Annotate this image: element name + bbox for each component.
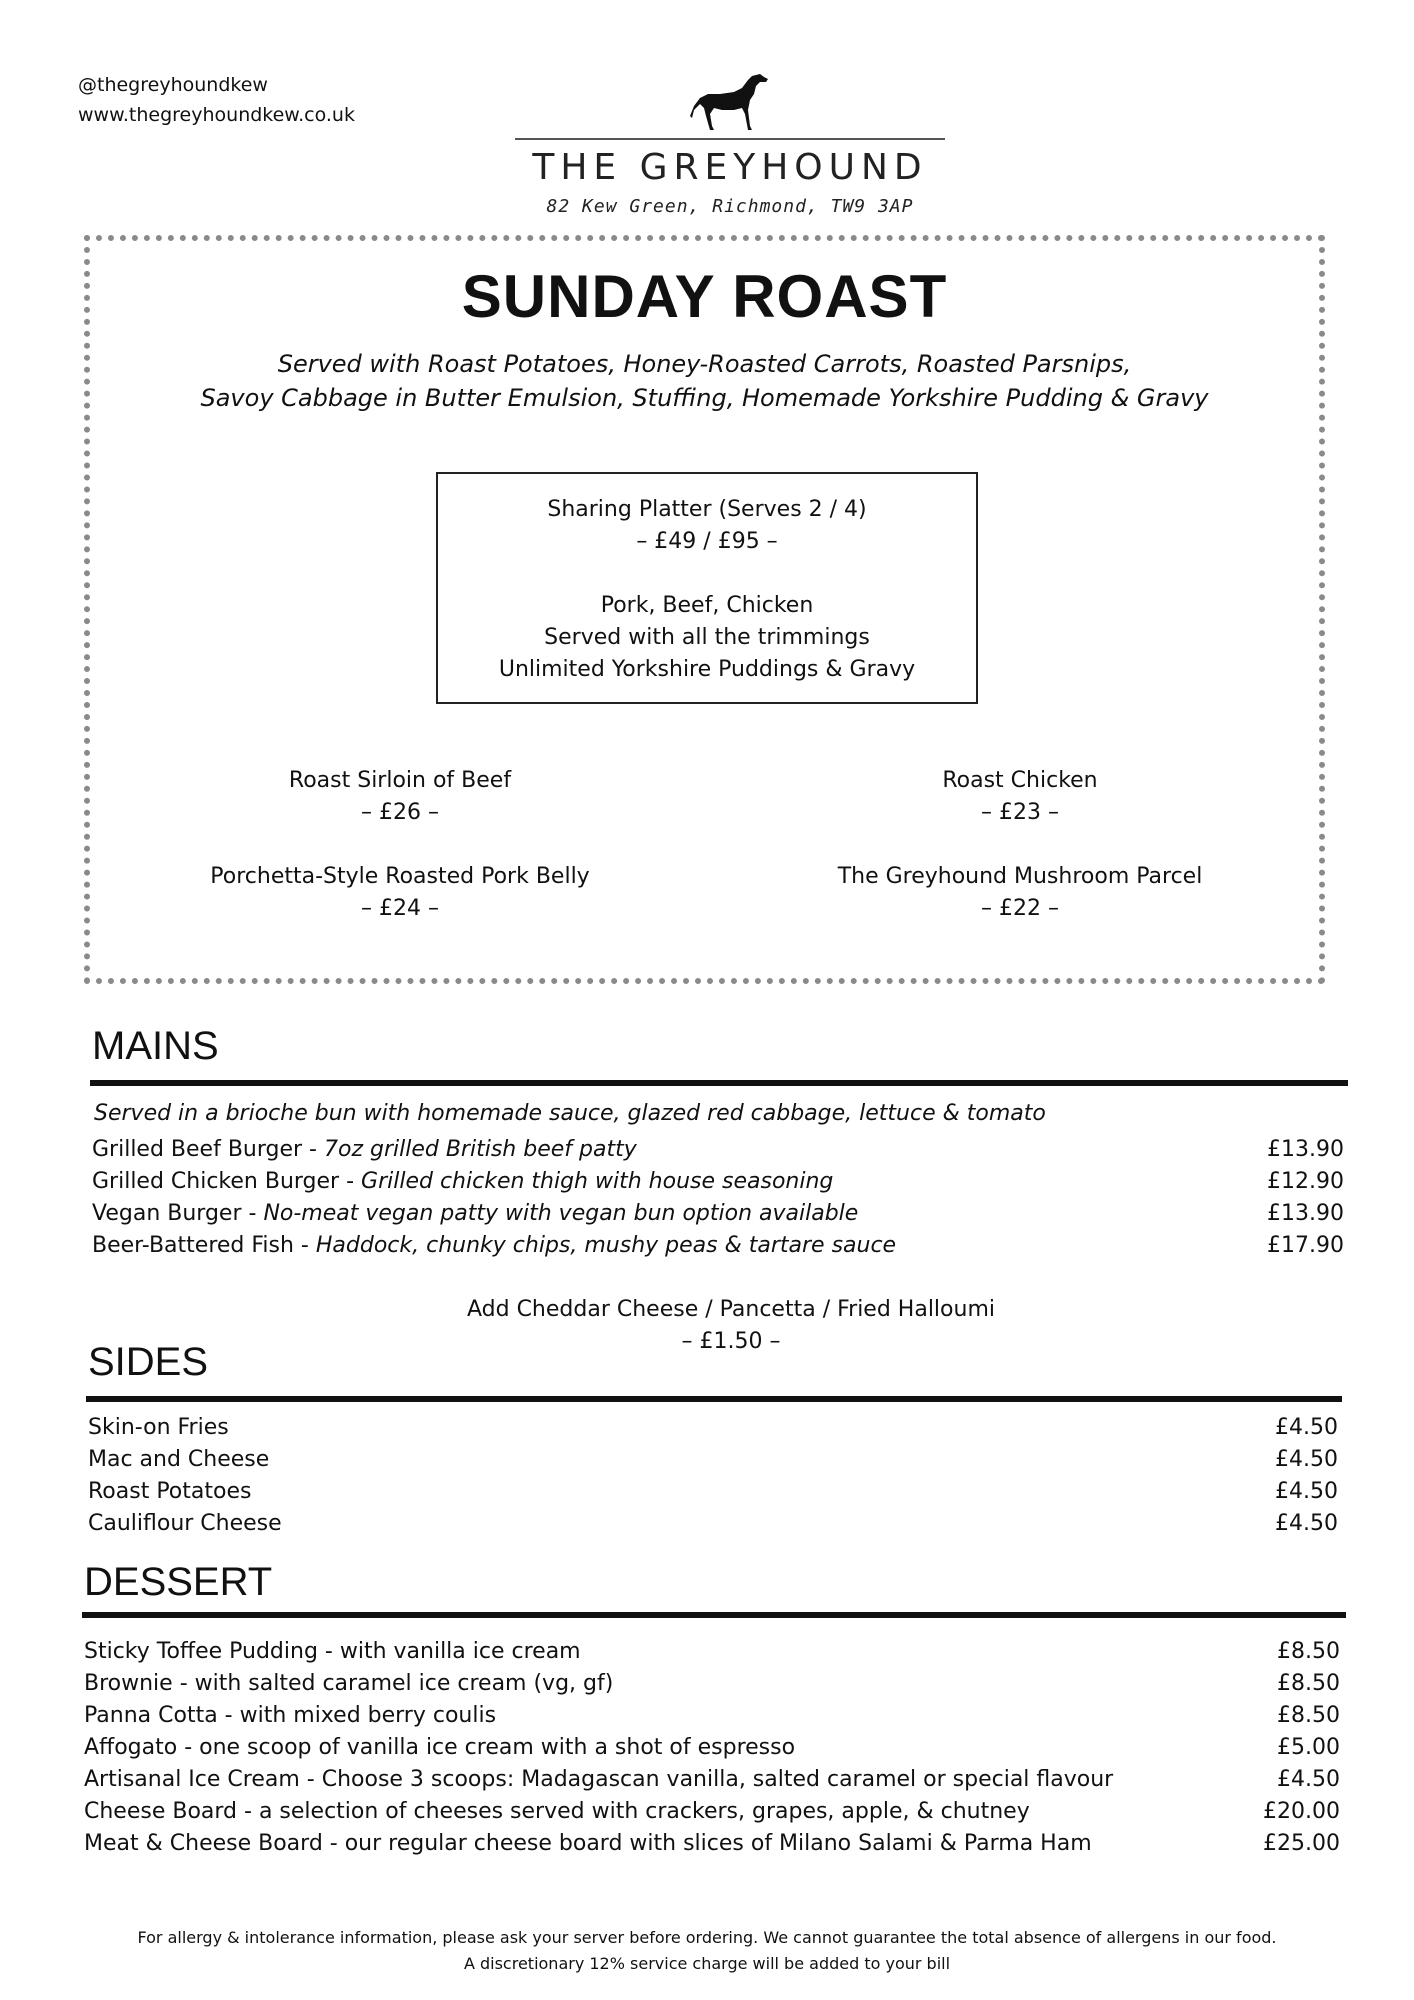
menu-item bbox=[84, 1732, 1340, 1764]
roast-item-price: – £26 – bbox=[361, 800, 439, 825]
sunday-roast-subtitle bbox=[84, 347, 1325, 415]
item-name: Skin-on Fries bbox=[88, 1415, 229, 1440]
menu-item bbox=[84, 1636, 1340, 1668]
sharing-platter bbox=[436, 472, 978, 704]
menu-item bbox=[92, 1134, 1344, 1166]
item-name: Sticky Toffee Pudding - with vanilla ice cream bbox=[84, 1639, 581, 1664]
item-name: Brownie - with salted caramel ice cream (vg, gf) bbox=[84, 1671, 614, 1696]
item-name: Affogato - one scoop of vanilla ice cream with a shot of espresso bbox=[84, 1735, 796, 1760]
mains-title: MAINS bbox=[92, 1024, 219, 1068]
item-name: Mac and Cheese bbox=[88, 1447, 270, 1472]
roast-item-name: Roast Chicken bbox=[942, 768, 1098, 793]
menu-item bbox=[84, 1700, 1340, 1732]
subtitle-line: Served with Roast Potatoes, Honey-Roasted Carrots, Roasted Parsnips, bbox=[277, 350, 1132, 378]
menu-item bbox=[84, 1668, 1340, 1700]
addon-price: – £1.50 – bbox=[681, 1329, 781, 1354]
roast-item-price: – £24 – bbox=[361, 896, 439, 921]
item-price: £25.00 bbox=[1263, 1831, 1340, 1856]
item-price: £13.90 bbox=[1267, 1201, 1344, 1226]
menu-item bbox=[88, 1444, 1338, 1476]
mains-list bbox=[92, 1134, 1344, 1262]
roast-item-price: – £23 – bbox=[981, 800, 1059, 825]
item-name: Vegan Burger - bbox=[92, 1201, 264, 1226]
item-name: Grilled Chicken Burger - bbox=[92, 1169, 362, 1194]
roast-item-beef bbox=[150, 765, 650, 829]
website-link[interactable]: www.thegreyhoundkew.co.uk bbox=[78, 104, 355, 126]
platter-line: Served with all the trimmings bbox=[544, 625, 870, 650]
item-price: £4.50 bbox=[1275, 1415, 1338, 1440]
menu-item bbox=[84, 1764, 1340, 1796]
roast-item-name: Roast Sirloin of Beef bbox=[288, 768, 512, 793]
platter-line: Pork, Beef, Chicken bbox=[600, 593, 814, 618]
platter-line: Unlimited Yorkshire Puddings & Gravy bbox=[498, 657, 916, 682]
item-description: 7oz grilled British beef patty bbox=[324, 1137, 637, 1162]
roast-item-name: The Greyhound Mushroom Parcel bbox=[837, 864, 1203, 889]
addon-text: Add Cheddar Cheese / Pancetta / Fried Halloumi bbox=[466, 1297, 995, 1322]
logo-divider bbox=[515, 138, 945, 140]
service-charge-notice: A discretionary 12% service charge will be added to your bill bbox=[463, 1954, 951, 1973]
mains-note: Served in a brioche bun with homemade sauce, glazed red cabbage, lettuce & tomato bbox=[94, 1101, 1046, 1126]
item-price: £12.90 bbox=[1267, 1169, 1344, 1194]
menu-item bbox=[88, 1476, 1338, 1508]
item-name: Grilled Beef Burger - bbox=[92, 1137, 324, 1162]
menu-item bbox=[92, 1198, 1344, 1230]
item-price: £4.50 bbox=[1277, 1767, 1340, 1792]
roast-item-chicken bbox=[770, 765, 1270, 829]
item-price: £8.50 bbox=[1277, 1671, 1340, 1696]
mains-divider bbox=[90, 1080, 1348, 1086]
roast-item-name: Porchetta-Style Roasted Pork Belly bbox=[210, 864, 590, 889]
item-description: No-meat vegan patty with vegan bun option available bbox=[263, 1201, 859, 1226]
allergy-notice: For allergy & intolerance information, please ask your server before ordering. We cannot guarantee the total absence of allergens in our food. bbox=[137, 1928, 1277, 1947]
social-info bbox=[78, 70, 355, 130]
menu-item bbox=[92, 1230, 1344, 1262]
menu-item bbox=[88, 1508, 1338, 1540]
dessert-divider bbox=[82, 1612, 1346, 1618]
instagram-handle: @thegreyhoundkew bbox=[78, 74, 268, 96]
item-name: Roast Potatoes bbox=[88, 1479, 252, 1504]
menu-item bbox=[88, 1412, 1338, 1444]
logo bbox=[515, 70, 945, 217]
sides-list bbox=[88, 1412, 1338, 1540]
dessert-title: DESSERT bbox=[84, 1560, 273, 1604]
item-price: £4.50 bbox=[1275, 1447, 1338, 1472]
menu-item bbox=[84, 1828, 1340, 1860]
sides-title: SIDES bbox=[88, 1340, 209, 1384]
menu-item bbox=[84, 1796, 1340, 1828]
mains-addon bbox=[431, 1294, 1031, 1358]
item-name: Cheese Board - a selection of cheeses served with crackers, grapes, apple, & chutney bbox=[84, 1799, 1030, 1824]
subtitle-line: Savoy Cabbage in Butter Emulsion, Stuffing, Homemade Yorkshire Pudding & Gravy bbox=[200, 384, 1209, 412]
item-name: Cauliflour Cheese bbox=[88, 1511, 282, 1536]
platter-name: Sharing Platter (Serves 2 / 4) bbox=[547, 497, 867, 522]
roast-item-mushroom bbox=[770, 861, 1270, 925]
item-name: Artisanal Ice Cream - Choose 3 scoops: Madagascan vanilla, salted caramel or special flavour bbox=[84, 1767, 1114, 1792]
item-price: £5.00 bbox=[1277, 1735, 1340, 1760]
item-price: £4.50 bbox=[1275, 1479, 1338, 1504]
item-price: £8.50 bbox=[1277, 1703, 1340, 1728]
item-price: £13.90 bbox=[1267, 1137, 1344, 1162]
item-price: £4.50 bbox=[1275, 1511, 1338, 1536]
roast-item-price: – £22 – bbox=[981, 896, 1059, 921]
item-name: Meat & Cheese Board - our regular cheese board with slices of Milano Salami & Parma Ham bbox=[84, 1831, 1092, 1856]
dessert-list bbox=[84, 1636, 1340, 1860]
restaurant-address: 82 Kew Green, Richmond, TW9 3AP bbox=[546, 196, 914, 217]
item-price: £17.90 bbox=[1267, 1233, 1344, 1258]
sides-divider bbox=[86, 1396, 1342, 1402]
greyhound-dog-icon bbox=[690, 70, 770, 132]
item-price: £8.50 bbox=[1277, 1639, 1340, 1664]
item-name: Panna Cotta - with mixed berry coulis bbox=[84, 1703, 497, 1728]
platter-price: – £49 / £95 – bbox=[636, 529, 778, 554]
roast-item-pork bbox=[150, 861, 650, 925]
footer bbox=[0, 1925, 1414, 1977]
menu-item bbox=[92, 1166, 1344, 1198]
item-description: Grilled chicken thigh with house seasoning bbox=[361, 1169, 834, 1194]
item-description: Haddock, chunky chips, mushy peas & tartare sauce bbox=[315, 1233, 897, 1258]
item-name: Beer-Battered Fish - bbox=[92, 1233, 316, 1258]
restaurant-name: THE GREYHOUND bbox=[532, 147, 928, 188]
item-price: £20.00 bbox=[1263, 1799, 1340, 1824]
sunday-roast-title: SUNDAY ROAST bbox=[461, 263, 948, 330]
